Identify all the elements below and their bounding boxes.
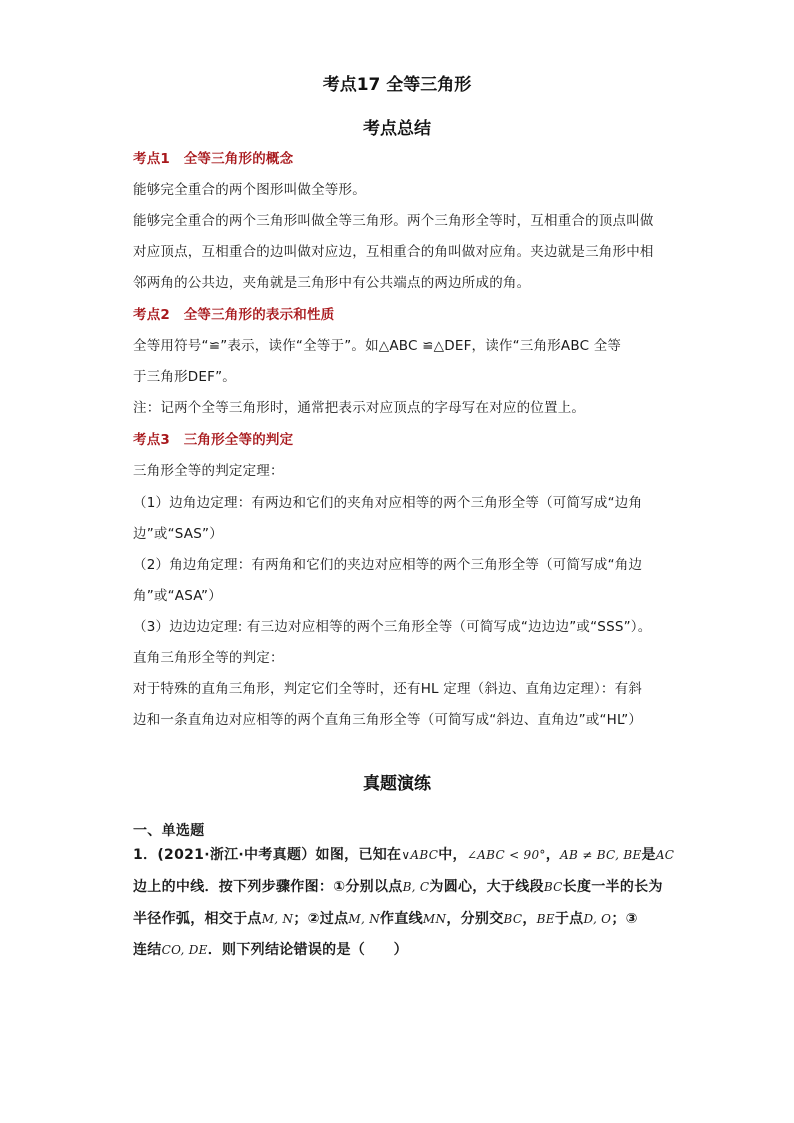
k2-line-1: 全等用符号“≌”表示，读作“全等于”。如△ABC ≌△DEF，读作“三角形ABC 全等 <box>133 338 622 354</box>
question-1-line-3: 半径作弧，相交于点M, N；②过点M, N作直线MN，分别交BC，BE于点D, O；③ <box>133 911 638 927</box>
page-title: 考点17 全等三角形 <box>322 75 472 95</box>
k2-line-2: 于三角形DEF”。 <box>133 369 236 385</box>
math-be: BE <box>536 912 555 926</box>
math-triangle-abc: ∨ABC <box>401 848 439 862</box>
question-1-line-4: 连结CO, DE．则下列结论错误的是（ ） <box>133 942 408 958</box>
k2-line-3: 注：记两个全等三角形时，通常把表示对应顶点的字母写在对应的位置上。 <box>133 400 586 416</box>
math-bc-2: BC <box>503 912 523 926</box>
practice-heading: 真题演练 <box>363 774 431 794</box>
k3-heading: 考点3 三角形全等的判定 <box>133 432 294 448</box>
question-1-line-2: 边上的中线．按下列步骤作图：①分别以点B, C为圆心，大于线段BC长度一半的长为 <box>133 879 663 895</box>
k3-line-6: （3）边边边定理: 有三边对应相等的两个三角形全等（可简写成“边边边”或“SSS”）。 <box>133 619 652 635</box>
math-angle: ∠ABC < 90° <box>466 848 546 862</box>
math-bc-points: B, C <box>402 880 430 894</box>
k3-line-3: 边”或“SAS”） <box>133 526 223 542</box>
k3-line-8: 对于特殊的直角三角形，判定它们全等时，还有HL 定理（斜边、直角边定理）：有斜 <box>133 681 643 697</box>
k1-line-2: 能够完全重合的两个三角形叫做全等三角形。两个三角形全等时，互相重合的顶点叫做 <box>133 213 654 229</box>
k3-line-1: 三角形全等的判定定理： <box>133 463 284 479</box>
math-ab-bc-be: AB ≠ BC, BE <box>560 848 642 862</box>
k3-line-9: 边和一条直角边对应相等的两个直角三角形全等（可简写成“斜边、直角边”或“HL”） <box>133 712 643 728</box>
k1-heading: 考点1 全等三角形的概念 <box>133 151 294 167</box>
math-mn-points: M, N <box>261 912 294 926</box>
k1-line-1: 能够完全重合的两个图形叫做全等形。 <box>133 182 366 198</box>
k3-line-7: 直角三角形全等的判定： <box>133 650 284 666</box>
k2-heading: 考点2 全等三角形的表示和性质 <box>133 307 335 323</box>
summary-heading: 考点总结 <box>363 119 431 139</box>
question-1-line-1: 1．(2021·浙江·中考真题）如图，已知在∨ABC中，∠ABC < 90°，AB ≠ BC, BE是AC <box>133 847 675 863</box>
k3-line-2: （1）边角边定理：有两边和它们的夹角对应相等的两个三角形全等（可简写成“边角 <box>133 495 643 511</box>
math-ac: AC <box>655 848 675 862</box>
math-co-de: CO, DE <box>161 943 208 957</box>
k1-line-4: 邻两角的公共边，夹角就是三角形中有公共端点的两边所成的角。 <box>133 275 531 291</box>
math-mn-line: MN <box>422 912 447 926</box>
k1-line-3: 对应顶点，互相重合的边叫做对应边，互相重合的角叫做对应角。夹边就是三角形中相 <box>133 244 654 260</box>
math-do-points: D, O <box>583 912 612 926</box>
math-mn-points-2: M, N <box>348 912 381 926</box>
math-bc: BC <box>543 880 563 894</box>
k3-line-5: 角”或“ASA”） <box>133 588 222 604</box>
section-heading: 一、单选题 <box>133 823 205 839</box>
k3-line-4: （2）角边角定理：有两角和它们的夹边对应相等的两个三角形全等（可简写成“角边 <box>133 557 643 573</box>
